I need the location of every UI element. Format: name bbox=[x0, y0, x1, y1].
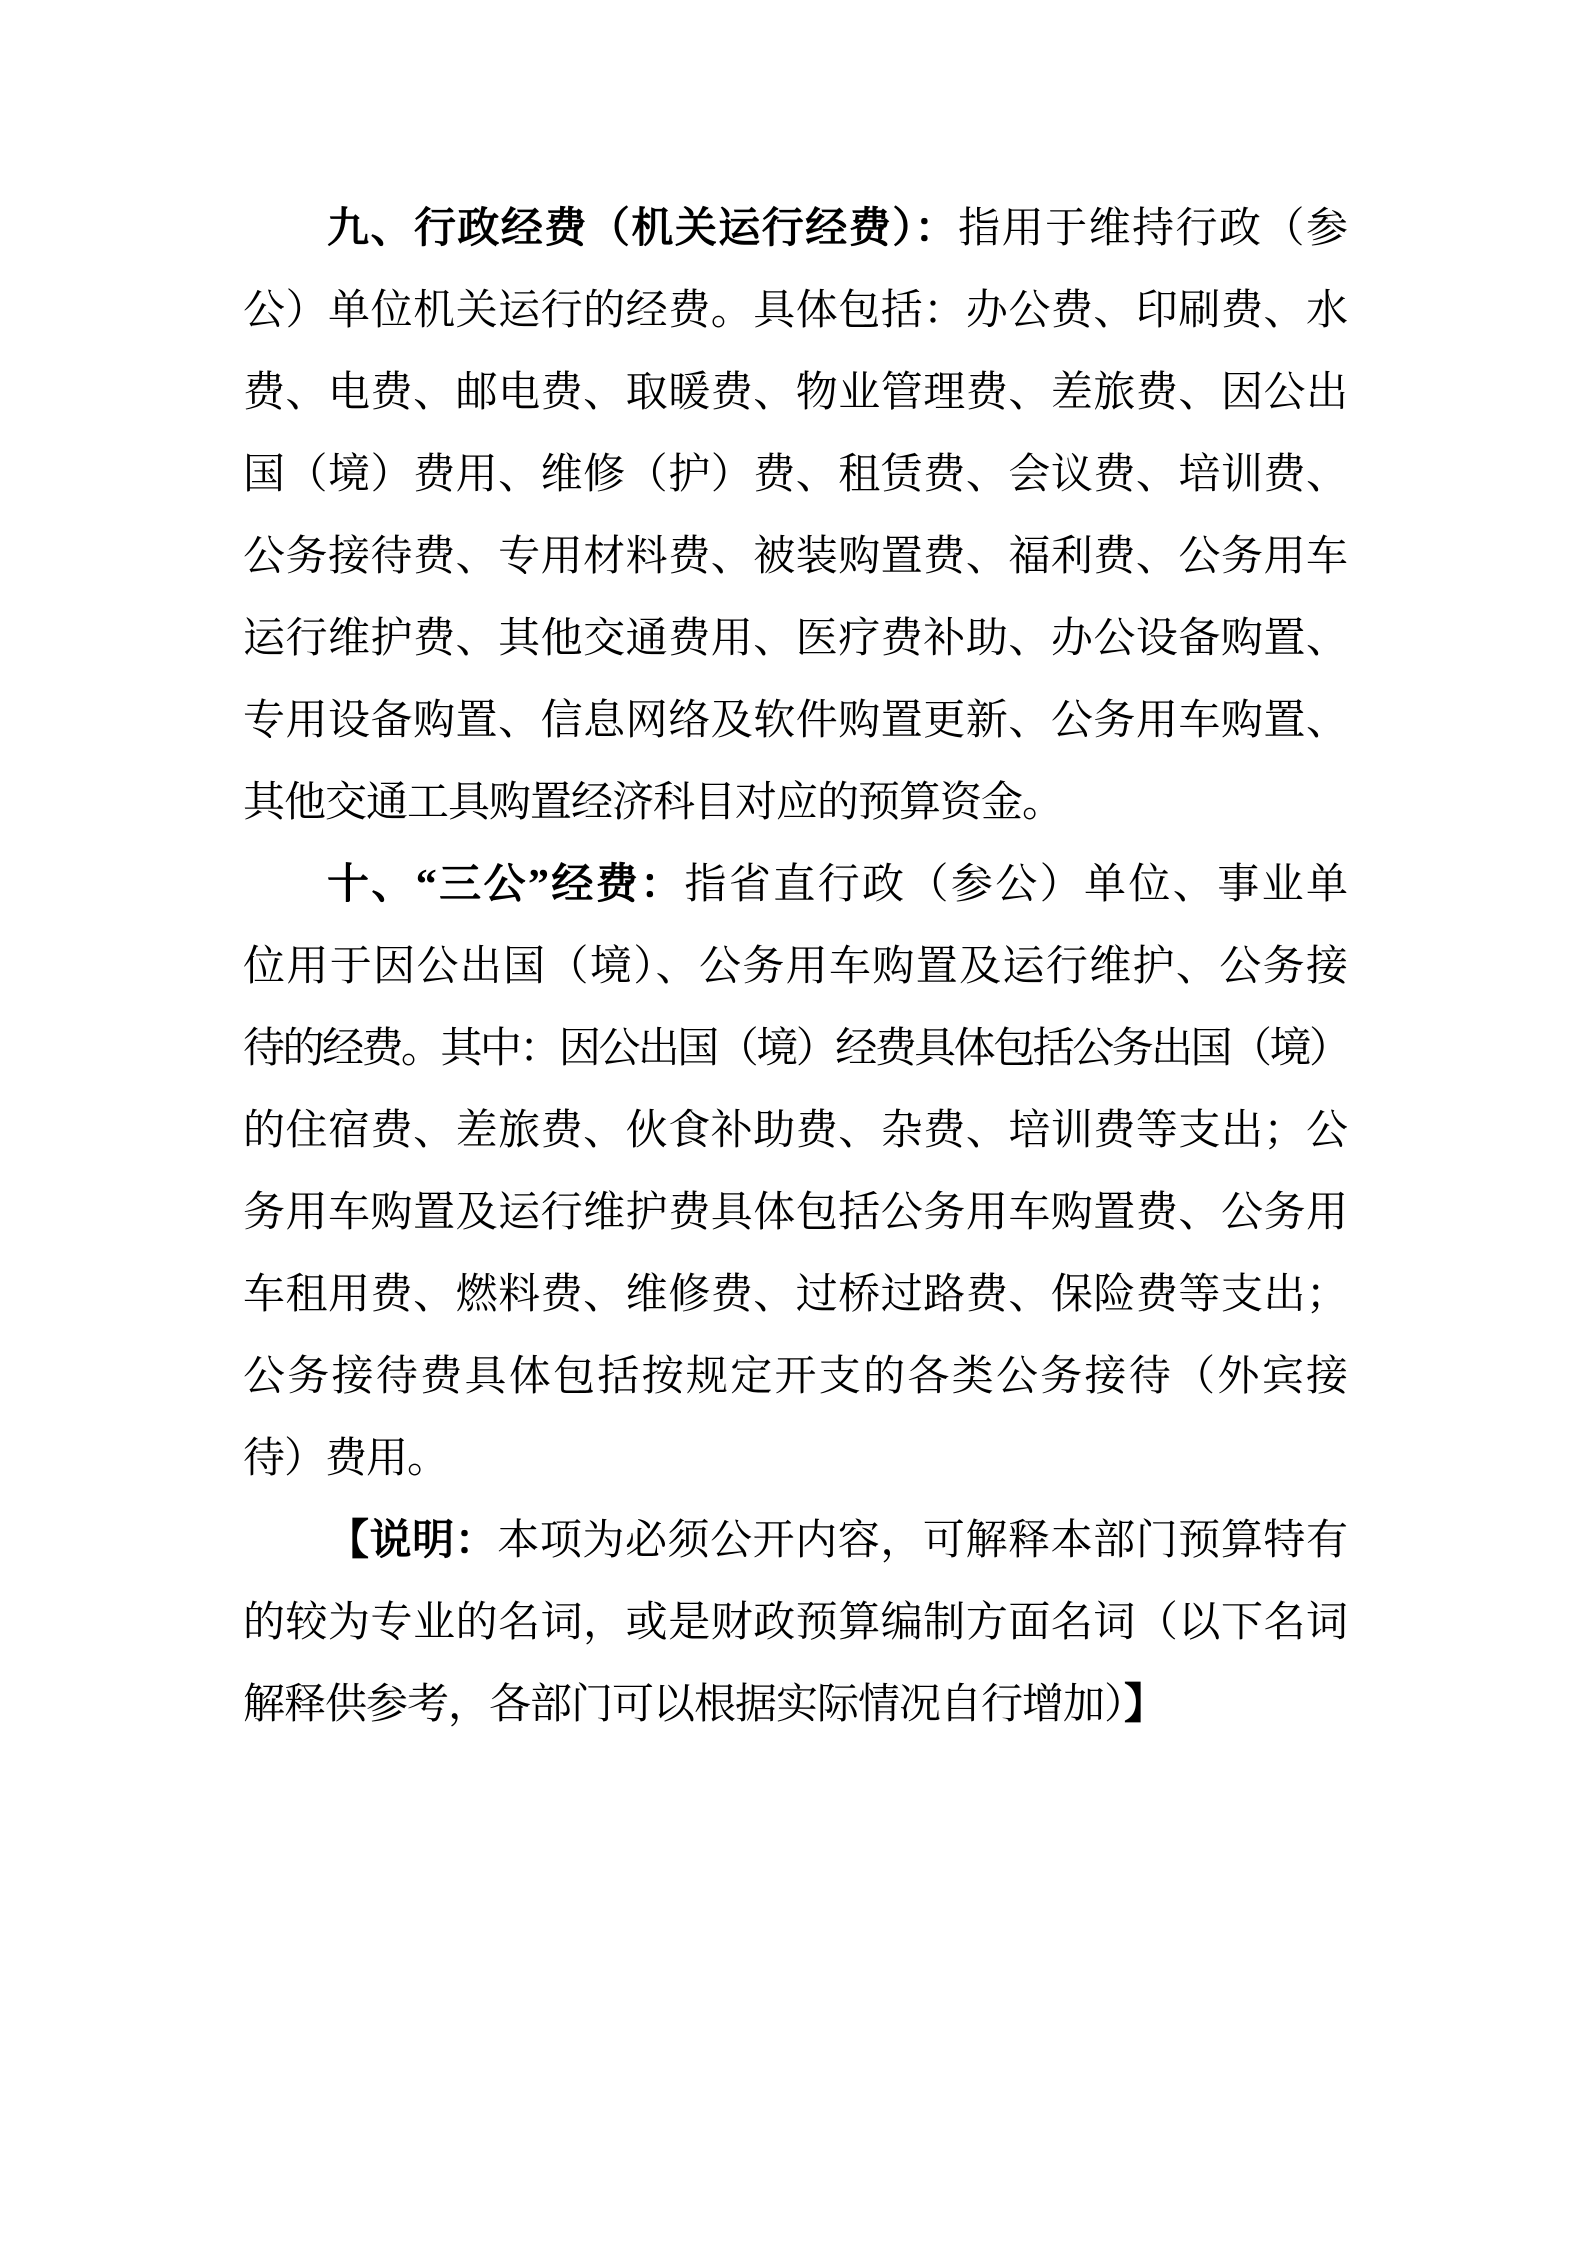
text-line bbox=[243, 762, 1347, 844]
text-line bbox=[243, 1500, 1347, 1582]
text-segment: 车租用费、燃料费、维修费、过桥过路费、保险费等支出； bbox=[243, 1272, 1347, 1318]
text-line bbox=[243, 1090, 1347, 1172]
text-segment: 待的经费。其中：因公出国（境）经费具体包括公务出国（境） bbox=[243, 1026, 1347, 1072]
text-line bbox=[243, 1172, 1347, 1254]
text-segment: 国（境）费用、维修（护）费、租赁费、会议费、培训费、 bbox=[243, 452, 1347, 498]
text-segment: 公）单位机关运行的经费。具体包括：办公费、印刷费、水 bbox=[243, 288, 1347, 334]
text-segment: 费、电费、邮电费、取暖费、物业管理费、差旅费、因公出 bbox=[243, 370, 1347, 416]
bold-text-segment: 十、“三公”经费： bbox=[327, 862, 685, 908]
text-segment: 的较为专业的名词，或是财政预算编制方面名词（以下名词 bbox=[243, 1600, 1347, 1646]
document-body bbox=[243, 188, 1347, 1746]
text-line bbox=[243, 270, 1347, 352]
text-segment: 位用于因公出国（境）、公务用车购置及运行维护、公务接 bbox=[243, 944, 1347, 990]
text-line bbox=[243, 1336, 1347, 1418]
text-line bbox=[243, 926, 1347, 1008]
text-segment: 待）费用。 bbox=[243, 1436, 449, 1482]
text-segment: 本项为必须公开内容，可解释本部门预算特有 bbox=[497, 1518, 1347, 1564]
text-segment: 解释供参考，各部门可以根据实际情况自行增加） bbox=[243, 1682, 1125, 1728]
text-segment: 指用于维持行政（参 bbox=[958, 206, 1347, 252]
text-segment: 务用车购置及运行维护费具体包括公务用车购置费、公务用 bbox=[243, 1190, 1347, 1236]
text-line bbox=[243, 434, 1347, 516]
text-line bbox=[243, 598, 1347, 680]
text-line bbox=[243, 1254, 1347, 1336]
text-line bbox=[243, 680, 1347, 762]
text-line bbox=[243, 1664, 1347, 1746]
text-segment: 的住宿费、差旅费、伙食补助费、杂费、培训费等支出；公 bbox=[243, 1108, 1347, 1154]
text-line bbox=[243, 188, 1347, 270]
text-line bbox=[243, 352, 1347, 434]
para-three-public-funds-definition bbox=[243, 844, 1347, 1500]
para-editor-note bbox=[243, 1500, 1347, 1746]
text-segment: 公务接待费、专用材料费、被装购置费、福利费、公务用车 bbox=[243, 534, 1347, 580]
text-line bbox=[243, 1582, 1347, 1664]
text-line bbox=[243, 1008, 1347, 1090]
text-line bbox=[243, 844, 1347, 926]
bold-text-segment: 【说明： bbox=[327, 1518, 498, 1564]
text-segment: 指省直行政（参公）单位、事业单 bbox=[684, 862, 1347, 908]
text-segment: 运行维护费、其他交通费用、医疗费补助、办公设备购置、 bbox=[243, 616, 1347, 662]
text-segment: 其他交通工具购置经济科目对应的预算资金。 bbox=[243, 780, 1064, 826]
bold-text-segment: 九、行政经费（机关运行经费）： bbox=[327, 206, 959, 252]
text-line bbox=[243, 516, 1347, 598]
bold-text-segment: 】 bbox=[1124, 1682, 1166, 1728]
text-line bbox=[243, 1418, 1347, 1500]
para-administrative-expense-definition bbox=[243, 188, 1347, 844]
text-segment: 公务接待费具体包括按规定开支的各类公务接待（外宾接 bbox=[243, 1354, 1347, 1400]
text-segment: 专用设备购置、信息网络及软件购置更新、公务用车购置、 bbox=[243, 698, 1347, 744]
